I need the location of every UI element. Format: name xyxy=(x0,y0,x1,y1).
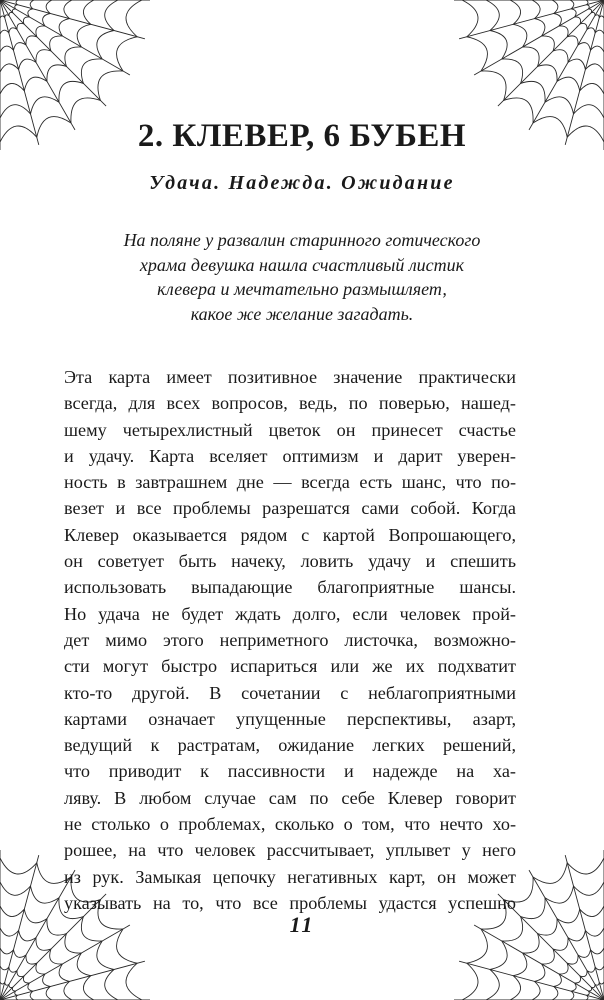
body-line: картами означает упущенные перспективы, азарт, xyxy=(64,708,516,729)
body-line: кто-то другой. В сочетании с неблагоприятными xyxy=(64,682,516,703)
epigraph xyxy=(80,228,524,326)
body-line: ведущий к растратам, ожидание легких решений, xyxy=(64,735,516,756)
body-line: что приводит к пассивности и надежде на ха- xyxy=(64,761,516,782)
page-number: 11 xyxy=(289,912,315,937)
body-text xyxy=(64,364,516,916)
chapter-title: 2. КЛЕВЕР, 6 БУБЕН xyxy=(137,118,467,154)
epigraph-line: клевера и мечтательно размышляет, xyxy=(157,279,447,299)
body-line: из рук. Замыкая цепочку негативных карт, он может xyxy=(64,866,516,887)
body-line: сти могут быстро испариться или же их подхватит xyxy=(64,656,516,677)
body-line: и удачу. Карта вселяет оптимизм и дарит уверен- xyxy=(64,445,516,466)
body-line: всегда, для всех вопросов, ведь, по поверью, нашед- xyxy=(64,393,516,414)
body-line: не столько о проблемах, сколько о том, что нечто хо- xyxy=(64,814,516,835)
epigraph-line: храма девушка нашла счастливый листик xyxy=(139,254,465,275)
body-line: везет и все проблемы разрешатся сами собой. Когда xyxy=(64,498,516,519)
body-line: ляву. В любом случае сам по себе Клевер говорит xyxy=(64,787,516,808)
body-line: указывать на то, что все проблемы удастся успешно xyxy=(64,892,516,913)
body-line: Но удача не будет ждать долго, если человек прой- xyxy=(64,603,516,624)
body-line: использовать выпадающие благоприятные шансы. xyxy=(64,577,516,598)
epigraph-line: На поляне у развалин старинного готического xyxy=(123,230,481,250)
body-line: Клевер оказывается рядом с картой Вопрошающего, xyxy=(64,524,516,545)
chapter-subtitle: Удача. Надежда. Ожидание xyxy=(149,172,455,194)
epigraph-line: какое же желание загадать. xyxy=(190,303,414,324)
body-line: шему четырехлистный цветок он принесет счастье xyxy=(64,419,516,440)
body-line: Эта карта имеет позитивное значение практически xyxy=(64,367,516,387)
body-line: ность в завтрашнем дне — всегда есть шанс, что по- xyxy=(64,472,516,493)
body-line: рошее, на что человек рассчитывает, уплывет у него xyxy=(64,840,516,861)
body-line: дет мимо этого неприметного листочка, возможно- xyxy=(64,629,516,650)
body-line: он советует быть начеку, ловить удачу и спешить xyxy=(64,551,516,572)
